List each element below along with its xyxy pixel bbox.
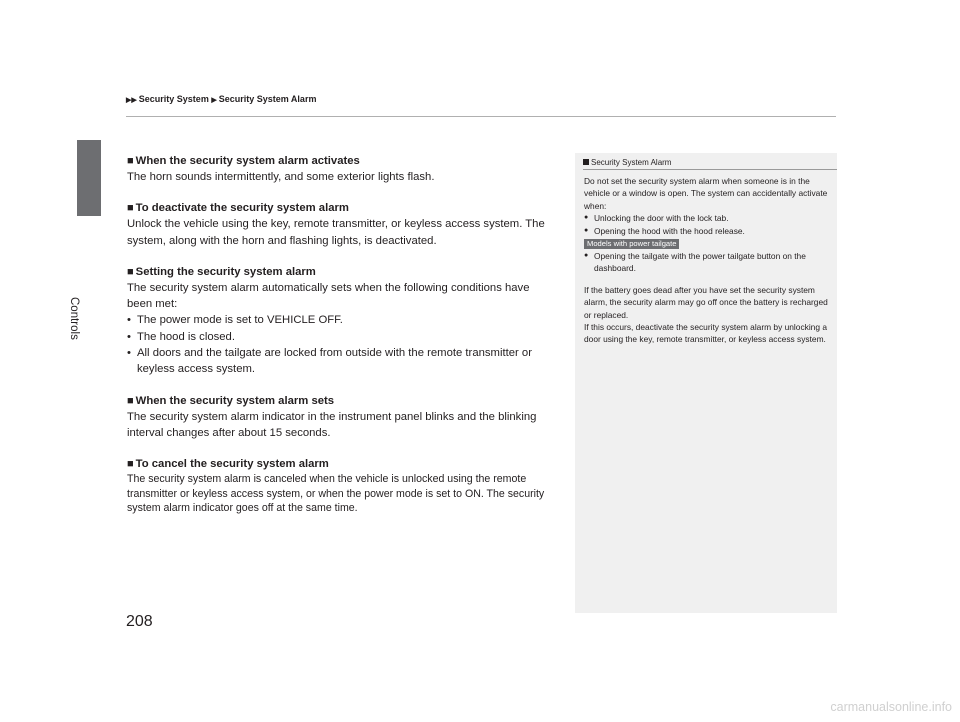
section-setting-alarm <box>127 264 557 378</box>
section-alarm-sets <box>127 393 557 442</box>
sidebar-note-panel <box>575 153 837 613</box>
reference-icon <box>583 159 589 165</box>
breadcrumb-arrow-icon: ▶ <box>211 97 217 104</box>
sidebar-title: Security System Alarm <box>583 158 671 167</box>
sidebar-model-list <box>584 250 832 275</box>
square-bullet-icon: ■ <box>127 394 134 407</box>
section-heading: ■ When the security system alarm sets <box>127 394 335 407</box>
sidebar-intro: Do not set the security system alarm when someone is in the vehicle or a window is open. The system can accidentally activate when: <box>584 176 828 211</box>
header-divider <box>126 116 836 117</box>
sidebar-note: If the battery goes dead after you have set the security system alarm, the security alarm may go off once the battery is recharged or replaced. <box>584 284 828 320</box>
list-item: • The power mode is set to VEHICLE OFF. <box>127 312 557 328</box>
condition-list <box>127 312 557 377</box>
list-item: • The hood is closed. <box>127 329 557 345</box>
square-bullet-icon: ■ <box>127 265 134 278</box>
section-cancel-alarm <box>127 456 557 516</box>
square-bullet-icon: ■ <box>127 458 134 471</box>
chapter-label: Controls <box>68 297 80 340</box>
section-body: The security system alarm automatically sets when the following conditions have been met: <box>127 281 530 311</box>
section-heading: ■ To deactivate the security system alarm <box>127 202 349 215</box>
sidebar-divider <box>583 169 837 170</box>
list-item: • All doors and the tailgate are locked from outside with the remote transmitter or keyless access system. <box>127 345 557 378</box>
main-content <box>127 153 557 531</box>
list-item: ● Unlocking the door with the lock tab. <box>584 212 832 224</box>
model-badge: Models with power tailgate <box>584 239 679 249</box>
breadcrumb-item-security-system-alarm[interactable]: Security System Alarm <box>218 94 317 104</box>
square-bullet-icon: ■ <box>127 155 134 167</box>
section-alarm-activates <box>127 153 557 185</box>
sidebar-note: If this occurs, deactivate the security system alarm by unlocking a door using the key, remote transmitter, or keyless access system. <box>584 322 827 345</box>
page-number: 208 <box>126 613 153 630</box>
section-body: The security system alarm is canceled when the vehicle is unlocked using the remote transmitter or keyless access system, or when the power mode is set to ON. The security system alarm indicator goes off at the same time. <box>127 473 545 515</box>
section-body: The security system alarm indicator in the instrument panel blinks and the blinking interval changes after about 15 seconds. <box>127 410 537 439</box>
watermark: carmanualsonline.info <box>830 700 952 714</box>
breadcrumb <box>126 94 316 104</box>
section-heading: ■ When the security system alarm activates <box>127 155 360 167</box>
section-heading: ■ Setting the security system alarm <box>127 265 316 278</box>
breadcrumb-item-security-system[interactable]: Security System <box>138 94 209 104</box>
section-body: The horn sounds intermittently, and some exterior lights flash. <box>127 171 435 183</box>
section-body: Unlock the vehicle using the key, remote transmitter, or keyless access system. The system, along with the horn and flashing lights, is deactivated. <box>127 218 545 247</box>
section-heading: ■ To cancel the security system alarm <box>127 458 329 471</box>
chapter-tab <box>77 140 101 216</box>
section-deactivate-alarm <box>127 200 557 249</box>
list-item: ● Opening the hood with the hood release. <box>584 225 832 237</box>
breadcrumb-arrow-icon: ▶▶ <box>126 97 137 104</box>
sidebar-body <box>584 175 832 346</box>
list-item: ● Opening the tailgate with the power tailgate button on the dashboard. <box>584 250 832 275</box>
square-bullet-icon: ■ <box>127 202 134 215</box>
sidebar-list <box>584 212 832 237</box>
